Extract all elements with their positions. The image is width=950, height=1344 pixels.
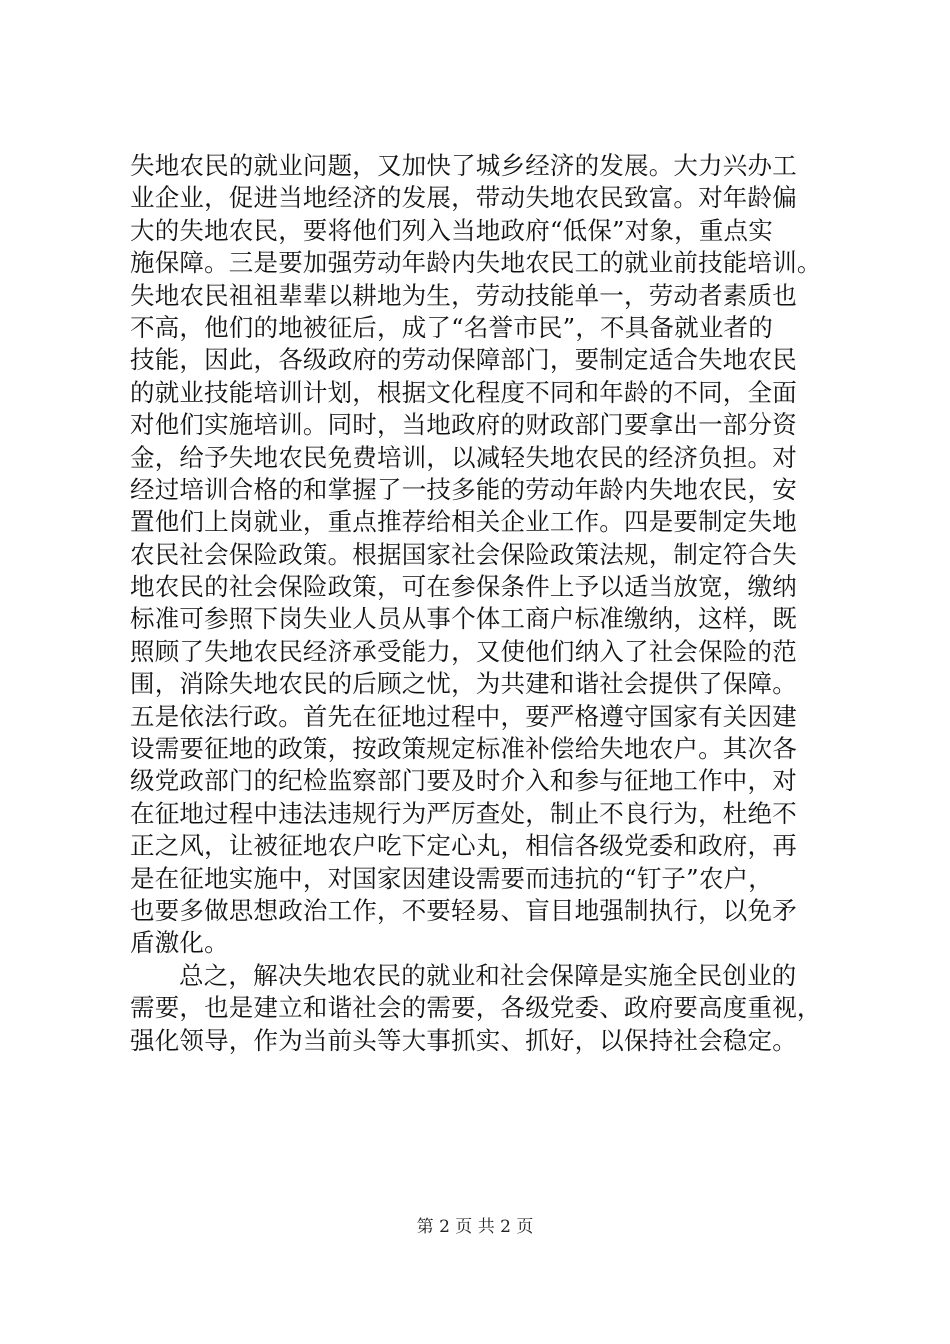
paragraph-line: 金，给予失地农民免费培训，以减轻失地农民的经济负担。对 — [130, 442, 797, 472]
paragraph-1 — [130, 150, 840, 960]
paragraph-line: 置他们上岗就业，重点推荐给相关企业工作。四是要制定失地 — [130, 507, 797, 537]
paragraph-line: 照顾了失地农民经济承受能力，又使他们纳入了社会保险的范 — [130, 636, 797, 666]
paragraph-line: 在征地过程中违法违规行为严厉查处，制止不良行为，杜绝不 — [130, 798, 797, 828]
paragraph-line: 失地农民的就业问题，又加快了城乡经济的发展。大力兴办工 — [130, 151, 797, 180]
paragraph-line: 是在征地实施中，对国家因建设需要而违抗的“钉子”农户， — [130, 863, 773, 893]
paragraph-line: 标准可参照下岗失业人员从事个体工商户标准缴纳，这样，既 — [130, 604, 797, 634]
paragraph-line: 设需要征地的政策，按政策规定标准补偿给失地农户。其次各 — [130, 734, 797, 764]
paragraph-line: 五是依法行政。首先在征地过程中，要严格遵守国家有关因建 — [130, 701, 797, 731]
paragraph-line: 施保障。三是要加强劳动年龄内失地农民工的就业前技能培训。 — [130, 248, 822, 278]
paragraph-line: 技能，因此，各级政府的劳动保障部门，要制定适合失地农民 — [130, 345, 797, 375]
paragraph-2 — [130, 960, 840, 1057]
paragraph-line: 盾激化。 — [130, 928, 229, 958]
paragraph-line: 经过培训合格的和掌握了一技多能的劳动年龄内失地农民，安 — [130, 474, 797, 504]
paragraph-line: 强化领导，作为当前头等大事抓实、抓好，以保持社会稳定。 — [130, 1025, 797, 1055]
paragraph-line: 也要多做思想政治工作，不要轻易、盲目地强制执行，以免矛 — [130, 895, 797, 925]
page-number-footer: 第 2 页 共 2 页 — [416, 1217, 534, 1237]
paragraph-line: 业企业，促进当地经济的发展，带动失地农民致富。对年龄偏 — [130, 183, 797, 213]
paragraph-line: 正之风，让被征地农户吃下定心丸，相信各级党委和政府，再 — [130, 831, 797, 861]
paragraph-line: 地农民的社会保险政策，可在参保条件上予以适当放宽，缴纳 — [130, 572, 797, 602]
paragraph-line: 总之，解决失地农民的就业和社会保障是实施全民创业的 — [179, 960, 797, 990]
paragraph-line: 需要，也是建立和谐社会的需要，各级党委、政府要高度重视， — [130, 993, 822, 1023]
paragraph-line: 的就业技能培训计划，根据文化程度不同和年龄的不同，全面 — [130, 377, 797, 407]
paragraph-line: 大的失地农民，要将他们列入当地政府“低保”对象，重点实 — [130, 215, 773, 245]
paragraph-line: 失地农民祖祖辈辈以耕地为生，劳动技能单一，劳动者素质也 — [130, 280, 797, 310]
document-body — [130, 150, 840, 1057]
paragraph-line: 农民社会保险政策。根据国家社会保险政策法规，制定符合失 — [130, 539, 797, 569]
paragraph-line: 围，消除失地农民的后顾之忧，为共建和谐社会提供了保障。 — [130, 669, 797, 699]
paragraph-line: 对他们实施培训。同时，当地政府的财政部门要拿出一部分资 — [130, 410, 797, 440]
paragraph-line: 级党政部门的纪检监察部门要及时介入和参与征地工作中，对 — [130, 766, 797, 796]
paragraph-line: 不高，他们的地被征后，成了“名誉市民”，不具备就业者的 — [130, 312, 773, 342]
